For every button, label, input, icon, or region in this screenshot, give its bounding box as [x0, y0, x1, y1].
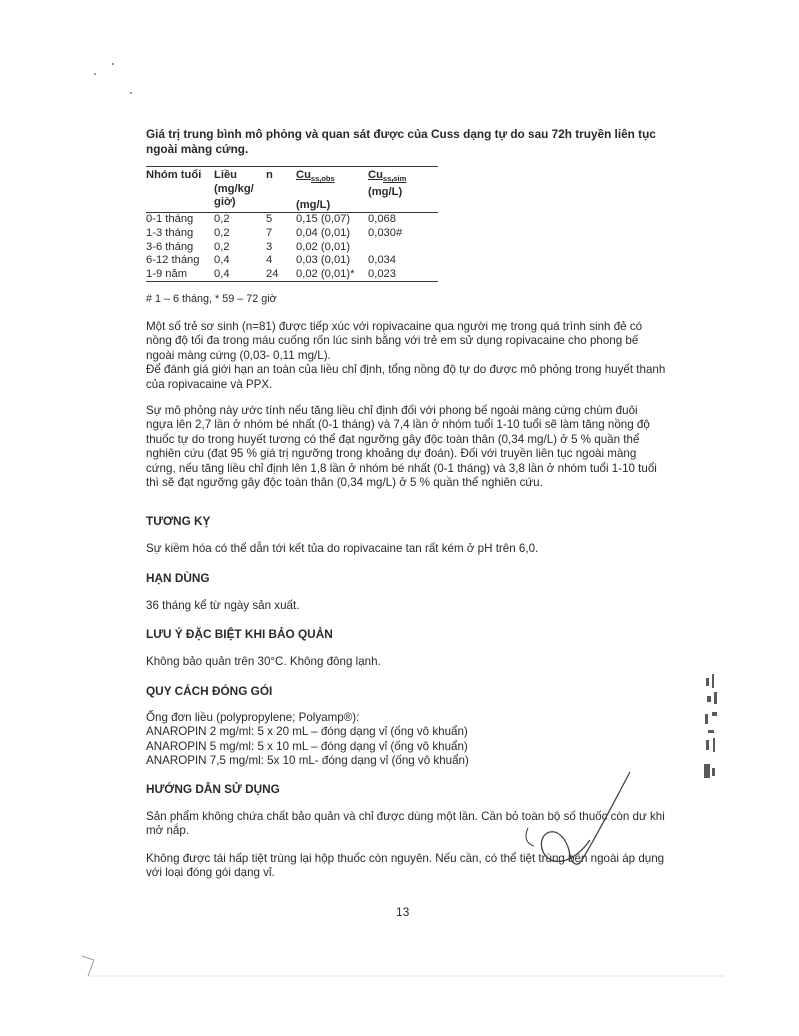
cell-group: 1-9 năm — [146, 267, 188, 280]
header-obs-base: Cu — [296, 169, 311, 181]
cell-group: 6-12 tháng — [146, 254, 200, 267]
section-heading: HƯỚNG DẪN SỬ DỤNG — [146, 782, 280, 796]
cell-n: 7 — [266, 227, 273, 240]
table-footnote: # 1 – 6 tháng, * 59 – 72 giờ — [146, 293, 277, 305]
section-text: 36 tháng kể từ ngày sản xuất. — [146, 599, 300, 612]
packaging-line: ANAROPIN 7,5 mg/ml: 5x 10 mL- đóng dạng vỉ (ống vô khuẩn) — [146, 754, 469, 768]
header-sim-base: Cu — [368, 169, 383, 181]
cell-obs: 0,15 (0,07) — [296, 213, 351, 226]
cell-sim: 0,030# — [368, 227, 403, 240]
paragraph-text: Một số trẻ sơ sinh (n=81) được tiếp xúc với ropivacaine qua người mẹ trong quá trình sinh đẻ có nồng độ tối đa trong máu cuống rốn lúc sinh bằng với trẻ em sử dụng ropivacaine cho phong bế ngoài màng cứng (0,03- 0,11 mg/L). — [146, 320, 643, 362]
cell-group: 3-6 tháng — [146, 240, 194, 253]
section-text: Sản phẩm không chứa chất bảo quản và chỉ được dùng một lần. Cần bỏ toàn bộ số thuốc còn dư khi mở nắp. — [146, 810, 665, 838]
header-n: n — [266, 169, 273, 181]
paragraph-text: Sự mô phỏng này ước tính nếu tăng liều chỉ định đối với phong bế ngoài màng cứng chùm đuôi ngựa lên 2,7 lần ở nhóm bé nhất (0-1 tháng) và 7,4 lần ở nhóm tuổi 1-10 tuổi sẽ làm tăng nồng độ thuốc tự do trong huyết tương có thể đạt ngưỡng gây độc toàn thân (0,34 mg/L) ở 5 % quần thể nghiên cứu (đạt 95 % giá trị ngưỡng trong khoảng dự đoán). Đối với truyền liên tục ngoài màng cứng, nếu tăng liều chỉ định lên 1,8 lần ở nhóm bé nhất (0-1 tháng) và 3,8 lần ở nhóm tuổi 1-10 tuổi thì sẽ đạt ngưỡng gây độc toàn thân (0,34 mg/L) ở 5 % quần thể nghiên cứu. — [146, 404, 657, 490]
header-obs-sub: ss,obs — [310, 174, 335, 184]
cell-obs: 0,03 (0,01) — [296, 254, 351, 267]
packaging-line: Ống đơn liều (polypropylene; Polyamp®): — [146, 711, 360, 724]
cell-obs: 0,04 (0,01) — [296, 227, 351, 240]
section-heading: LƯU Ý ĐẶC BIỆT KHI BẢO QUẢN — [146, 627, 333, 641]
cell-dose: 0,2 — [214, 227, 230, 240]
header-sim-unit: (mg/L) — [368, 185, 403, 198]
header-group: Nhóm tuổi — [146, 169, 202, 181]
table-caption: Giá trị trung bình mô phỏng và quan sát được của Cuss dạng tự do sau 72h truyền liên tục ngoài màng cứng. — [146, 127, 656, 156]
cell-n: 5 — [266, 213, 273, 226]
section-text: Sự kiềm hóa có thể dẫn tới kết tủa do ropivacaine tan rất kém ở pH trên 6,0. — [146, 542, 539, 555]
packaging-line: ANAROPIN 5 mg/ml: 5 x 10 mL – đóng dạng vỉ (ống vô khuẩn) — [146, 739, 468, 753]
section-heading: TƯƠNG KỴ — [146, 514, 211, 528]
header-dose-line2: (mg/kg/ — [214, 182, 254, 195]
section-text: Không bảo quản trên 30°C. Không đông lạnh. — [146, 655, 381, 668]
cell-sim: 0,023 — [368, 267, 396, 280]
header-dose-line3: giờ) — [214, 196, 236, 209]
cell-obs: 0,02 (0,01)* — [296, 267, 355, 280]
cell-dose: 0,2 — [214, 240, 230, 253]
paragraph-text: Để đánh giá giới hạn an toàn của liều chỉ định, tổng nồng độ tự do được mô phỏng trong huyết thanh của ropivacaine và PPX. — [146, 363, 666, 391]
section-text: Không được tái hấp tiệt trùng lại hộp thuốc còn nguyên. Nếu cần, có thể tiệt trùng bên ngoài áp dụng với loại đóng gói dạng vỉ. — [146, 852, 665, 880]
cell-sim: 0,068 — [368, 213, 396, 226]
cell-n: 4 — [266, 254, 273, 267]
cell-dose: 0,2 — [214, 213, 230, 226]
page-number: 13 — [396, 905, 410, 919]
section-heading: QUY CÁCH ĐÓNG GÓI — [146, 684, 273, 698]
packaging-line: ANAROPIN 2 mg/ml: 5 x 20 mL – đóng dạng vỉ (ống vô khuẩn) — [146, 725, 468, 739]
cell-sim: 0,034 — [368, 254, 396, 267]
cell-group: 1-3 tháng — [146, 227, 194, 240]
cell-n: 3 — [266, 240, 273, 253]
cell-n: 24 — [266, 267, 279, 280]
cell-dose: 0,4 — [214, 254, 230, 267]
section-heading: HẠN DÙNG — [146, 571, 210, 585]
header-dose-line1: Liều — [214, 169, 237, 181]
header-sim-sub: ss,sim — [382, 174, 407, 184]
header-obs-unit: (mg/L) — [296, 198, 331, 211]
cell-obs: 0,02 (0,01) — [296, 240, 351, 253]
cell-dose: 0,4 — [214, 267, 230, 280]
cell-group: 0-1 tháng — [146, 213, 194, 226]
